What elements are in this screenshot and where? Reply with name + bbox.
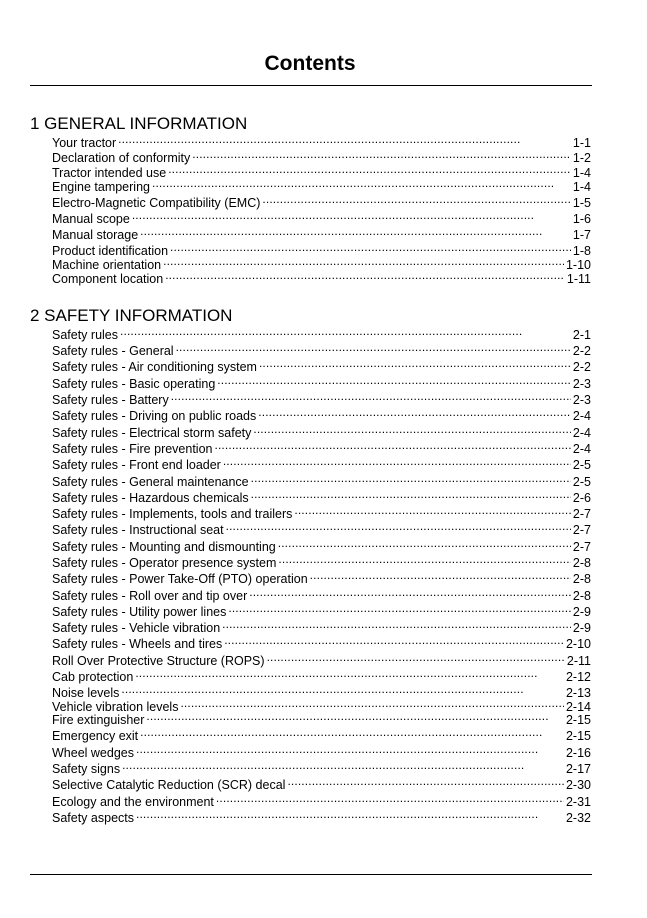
toc-entry-label: Roll Over Protective Structure (ROPS) — [52, 654, 265, 668]
toc-entry-page-number: 2-15 — [565, 729, 591, 743]
toc-entry-label: Emergency exit — [52, 729, 139, 743]
toc-entry-page-number: 1-11 — [566, 272, 591, 286]
dot-leader — [118, 132, 571, 147]
dot-leader — [226, 519, 571, 534]
dot-leader — [262, 192, 571, 207]
toc-entry-page-number: 2-5 — [572, 458, 591, 472]
toc-entry-page-number: 2-9 — [572, 621, 591, 635]
toc-entry-label: Safety rules - Instructional seat — [52, 523, 224, 537]
toc-entry-page-number: 2-5 — [572, 475, 591, 489]
toc-entry[interactable] — [52, 373, 591, 391]
toc-entry-label: Safety rules - Hazardous chemicals — [52, 491, 249, 505]
toc-entry-page-number: 2-1 — [572, 328, 591, 342]
toc-entry-label: Safety rules - Power Take-Off (PTO) operation — [52, 572, 308, 586]
dot-leader — [140, 224, 571, 239]
dot-leader — [294, 503, 571, 518]
toc-entry-label: Safety aspects — [52, 811, 134, 825]
toc-entry-page-number: 2-16 — [565, 746, 591, 760]
toc-entry-page-number: 2-2 — [572, 344, 591, 358]
toc-entry-label: Safety rules - Utility power lines — [52, 605, 227, 619]
toc-entry[interactable] — [52, 487, 591, 505]
toc-entry-label: Safety rules - Vehicle vibration — [52, 621, 221, 635]
toc-entry[interactable] — [52, 405, 591, 423]
dot-leader — [278, 536, 571, 551]
section-heading: 2 SAFETY INFORMATION — [30, 306, 233, 325]
dot-leader — [176, 340, 571, 355]
toc-entry-page-number: 1-8 — [572, 244, 591, 258]
toc-entry-page-number: 2-9 — [572, 605, 591, 619]
toc-entry[interactable] — [52, 633, 591, 651]
toc-entry[interactable] — [52, 709, 591, 727]
toc-entry-label: Electro-Magnetic Compatibility (EMC) — [52, 196, 261, 210]
dot-leader — [216, 791, 564, 806]
dot-leader — [224, 633, 564, 648]
dot-leader — [228, 601, 571, 616]
bottom-divider — [30, 874, 592, 875]
dot-leader — [152, 176, 571, 191]
toc-entry-label: Safety rules - Mounting and dismounting — [52, 540, 276, 554]
dot-leader — [122, 758, 564, 773]
dot-leader — [259, 356, 571, 371]
dot-leader — [287, 774, 564, 789]
toc-entry[interactable] — [52, 176, 591, 194]
toc-entry[interactable] — [52, 536, 591, 554]
dot-leader — [168, 162, 571, 177]
toc-entry[interactable] — [52, 807, 591, 825]
toc-entry-page-number: 2-12 — [565, 670, 591, 684]
dot-leader — [267, 650, 565, 665]
toc-entry-label: Noise levels — [52, 686, 120, 700]
dot-leader — [135, 666, 564, 681]
dot-leader — [136, 742, 564, 757]
toc-entry[interactable] — [52, 617, 591, 635]
toc-entry[interactable] — [52, 682, 591, 700]
toc-entry[interactable] — [52, 438, 591, 456]
toc-entry[interactable] — [52, 324, 591, 342]
toc-entry-label: Safety rules - Wheels and tires — [52, 637, 223, 651]
toc-entry-label: Safety rules - Fire prevention — [52, 442, 213, 456]
toc-entry-page-number: 2-3 — [572, 377, 591, 391]
dot-leader — [251, 471, 571, 486]
toc-entry[interactable] — [52, 601, 591, 619]
toc-entry-label: Your tractor — [52, 136, 117, 150]
toc-entry-label: Safety rules - Driving on public roads — [52, 409, 257, 423]
dot-leader — [136, 807, 564, 822]
toc-entry[interactable] — [52, 147, 591, 165]
dot-leader — [146, 709, 564, 724]
toc-entry[interactable] — [52, 758, 591, 776]
dot-leader — [278, 552, 571, 567]
toc-entry-page-number: 2-10 — [565, 637, 591, 651]
toc-entry[interactable] — [52, 552, 591, 570]
toc-entry-page-number: 2-13 — [565, 686, 591, 700]
toc-entry-label: Manual scope — [52, 212, 130, 226]
dot-leader — [121, 682, 564, 697]
toc-entry-label: Safety signs — [52, 762, 121, 776]
dot-leader — [171, 389, 571, 404]
toc-entry-label: Engine tampering — [52, 180, 150, 194]
dot-leader — [253, 422, 571, 437]
toc-entry-page-number: 2-15 — [565, 713, 591, 727]
dot-leader — [163, 254, 564, 269]
toc-entry[interactable] — [52, 650, 591, 668]
toc-entry[interactable] — [52, 725, 591, 743]
toc-entry[interactable] — [52, 471, 591, 489]
toc-entry[interactable] — [52, 132, 591, 150]
dot-leader — [258, 405, 571, 420]
toc-entry-page-number: 2-4 — [572, 442, 591, 456]
toc-entry-page-number: 2-2 — [572, 360, 591, 374]
page-title: Contents — [264, 52, 356, 75]
toc-entry[interactable] — [52, 208, 591, 226]
toc-entry-page-number: 1-1 — [572, 136, 591, 150]
toc-entry-page-number: 2-7 — [572, 523, 591, 537]
toc-entry-page-number: 2-7 — [572, 507, 591, 521]
toc-entry-page-number: 2-31 — [565, 795, 591, 809]
toc-entry-page-number: 2-11 — [566, 654, 591, 668]
toc-entry[interactable] — [52, 742, 591, 760]
toc-entry[interactable] — [52, 454, 591, 472]
dot-leader — [192, 147, 571, 162]
toc-entry[interactable] — [52, 268, 591, 286]
section-heading: 1 GENERAL INFORMATION — [30, 114, 248, 133]
dot-leader — [251, 487, 571, 502]
toc-entry-page-number: 1-10 — [565, 258, 591, 272]
toc-entry[interactable] — [52, 503, 591, 521]
toc-entry-page-number: 2-7 — [572, 540, 591, 554]
toc-entry-page-number: 2-6 — [572, 491, 591, 505]
dot-leader — [140, 725, 564, 740]
toc-entry-label: Safety rules - Basic operating — [52, 377, 216, 391]
toc-entry-page-number: 2-30 — [565, 778, 591, 792]
toc-entry-label: Safety rules - Battery — [52, 393, 169, 407]
toc-entry[interactable] — [52, 519, 591, 537]
toc-entry-page-number: 1-4 — [572, 180, 591, 194]
toc-entry-label: Selective Catalytic Reduction (SCR) decal — [52, 778, 286, 792]
toc-entry[interactable] — [52, 254, 591, 272]
toc-entry-label: Safety rules - Implements, tools and trailers — [52, 507, 293, 521]
top-divider — [30, 85, 592, 86]
toc-entry[interactable] — [52, 389, 591, 407]
toc-entry-page-number: 1-5 — [572, 196, 591, 210]
toc-entry[interactable] — [52, 192, 591, 210]
toc-entry-label: Safety rules - General — [52, 344, 174, 358]
toc-entry-page-number: 2-8 — [572, 556, 591, 570]
toc-entry-label: Safety rules - Front end loader — [52, 458, 221, 472]
toc-entry-label: Manual storage — [52, 228, 139, 242]
toc-entry[interactable] — [52, 240, 591, 258]
toc-entry-page-number: 1-4 — [572, 166, 591, 180]
toc-entry-label: Component location — [52, 272, 164, 286]
toc-entry-page-number: 1-6 — [572, 212, 591, 226]
toc-entry[interactable] — [52, 224, 591, 242]
dot-leader — [249, 585, 571, 600]
toc-entry-page-number: 2-3 — [572, 393, 591, 407]
toc-entry-page-number: 2-4 — [572, 426, 591, 440]
toc-entry-label: Safety rules - Operator presence system — [52, 556, 277, 570]
toc-entry-label: Wheel wedges — [52, 746, 134, 760]
toc-entry-label: Machine orientation — [52, 258, 162, 272]
toc-entry-page-number: 2-17 — [565, 762, 591, 776]
toc-entry[interactable] — [52, 340, 591, 358]
toc-entry-label: Safety rules — [52, 328, 119, 342]
toc-entry-page-number: 2-8 — [572, 572, 591, 586]
toc-entry-page-number: 2-4 — [572, 409, 591, 423]
dot-leader — [170, 240, 571, 255]
dot-leader — [132, 208, 571, 223]
dot-leader — [165, 268, 565, 283]
toc-entry-page-number: 2-14 — [565, 700, 591, 714]
toc-entry-label: Safety rules - Air conditioning system — [52, 360, 257, 374]
toc-entry-label: Cab protection — [52, 670, 134, 684]
dot-leader — [215, 438, 571, 453]
toc-entry-label: Safety rules - Roll over and tip over — [52, 589, 248, 603]
toc-entry-page-number: 2-32 — [565, 811, 591, 825]
toc-entry-label: Safety rules - Electrical storm safety — [52, 426, 252, 440]
toc-entry-label: Fire extinguisher — [52, 713, 145, 727]
toc-entry[interactable] — [52, 585, 591, 603]
dot-leader — [310, 568, 571, 583]
toc-entry-page-number: 2-8 — [572, 589, 591, 603]
toc-entry-page-number: 1-2 — [572, 151, 591, 165]
dot-leader — [223, 454, 571, 469]
toc-entry-label: Ecology and the environment — [52, 795, 214, 809]
toc-entry[interactable] — [52, 666, 591, 684]
dot-leader — [217, 373, 571, 388]
toc-entry-label: Declaration of conformity — [52, 151, 191, 165]
toc-entry-label: Tractor intended use — [52, 166, 167, 180]
toc-entry-label: Safety rules - General maintenance — [52, 475, 249, 489]
toc-entry-label: Vehicle vibration levels — [52, 700, 179, 714]
toc-entry[interactable] — [52, 356, 591, 374]
dot-leader — [120, 324, 571, 339]
dot-leader — [222, 617, 571, 632]
toc-entry-label: Product identification — [52, 244, 169, 258]
toc-entry[interactable] — [52, 568, 591, 586]
toc-entry[interactable] — [52, 791, 591, 809]
toc-entry[interactable] — [52, 422, 591, 440]
toc-entry-page-number: 1-7 — [572, 228, 591, 242]
toc-entry[interactable] — [52, 162, 591, 180]
toc-entry[interactable] — [52, 774, 591, 792]
